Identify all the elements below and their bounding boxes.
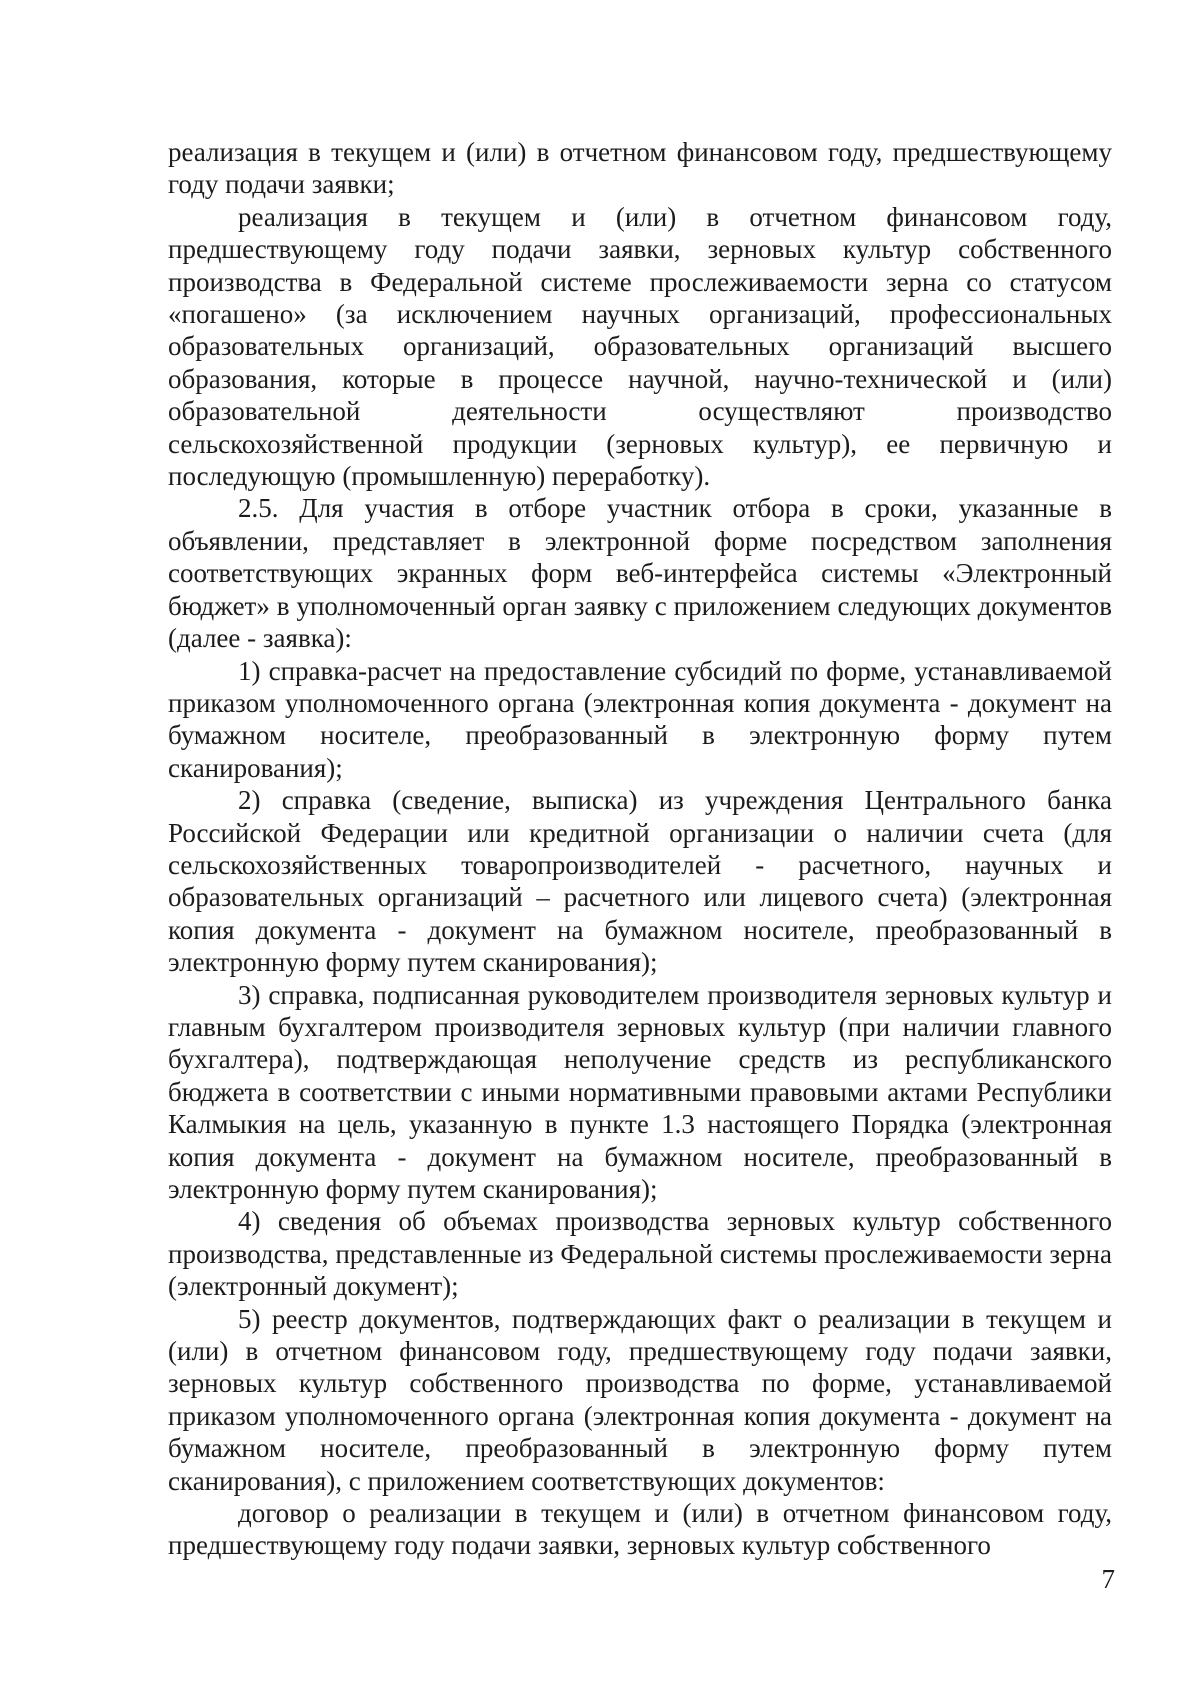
paragraph-7: 4) сведения об объемах производства зерновых культур собственного производства, представленные из Федеральной системы прослеживаемости зерна (электронный документ); bbox=[168, 1206, 1112, 1302]
paragraph-6: 3) справка, подписанная руководителем производителя зерновых культур и главным бухгалтером производителя зерновых культур (при наличии главного бухгалтера), подтверждающая неполучение средств из республиканского бюджета в соответствии с иными нормативными правовыми актами Республики Калмыкия на цель, указанную в пункте 1.3 настоящего Порядка (электронная копия документа - документ на бумажном носителе, преобразованный в электронную форму путем сканирования); bbox=[168, 979, 1112, 1204]
paragraph-8: 5) реестр документов, подтверждающих факт о реализации в текущем и (или) в отчетном финансовом году, предшествующему году подачи заявки, зерновых культур собственного производства по форме, устанавливаемой приказом уполномоченного органа (электронная копия документа - документ на бумажном носителе, преобразованный в электронную форму путем сканирования), с приложением соответствующих документов: bbox=[168, 1303, 1112, 1496]
paragraph-5: 2) справка (сведение, выписка) из учреждения Центрального банка Российской Федерации или кредитной организации о наличии счета (для сельскохозяйственных товаропроизводителей - расчетного, научных и образовательных организаций – расчетного или лицевого счета) (электронная копия документа - документ на бумажном носителе, преобразованный в электронную форму путем сканирования); bbox=[168, 785, 1112, 978]
paragraph-9: договор о реализации в текущем и (или) в отчетном финансовом году, предшествующему году подачи заявки, зерновых культур собственного bbox=[168, 1498, 1112, 1561]
page-number: 7 bbox=[1101, 1564, 1115, 1594]
paragraph-3: 2.5. Для участия в отборе участник отбора в сроки, указанные в объявлении, представляет в электронной форме посредством заполнения соответствующих экранных форм веб-интерфейса системы «Электронный бюджет» в уполномоченный орган заявку с приложением следующих документов (далее - заявка): bbox=[168, 493, 1112, 654]
paragraph-1: реализация в текущем и (или) в отчетном финансовом году, предшествующему году подачи заявки; bbox=[168, 137, 1112, 200]
paragraph-2: реализация в текущем и (или) в отчетном финансовом году, предшествующему году подачи заявки, зерновых культур собственного производства в Федеральной системе прослеживаемости зерна со статусом «погашено» (за исключением научных организаций, профессиональных образовательных организаций, образовательных организаций высшего образования, которые в процессе научной, научно-технической и (или) образовательной деятельности осуществляют производство сельскохозяйственной продукции (зерновых культур), ее первичную и последующую (промышленную) переработку). bbox=[168, 201, 1112, 492]
document-body bbox=[168, 136, 1112, 1562]
paragraph-4: 1) справка-расчет на предоставление субсидий по форме, устанавливаемой приказом уполномоченного органа (электронная копия документа - документ на бумажном носителе, преобразованный в электронную форму путем сканирования); bbox=[168, 655, 1112, 783]
